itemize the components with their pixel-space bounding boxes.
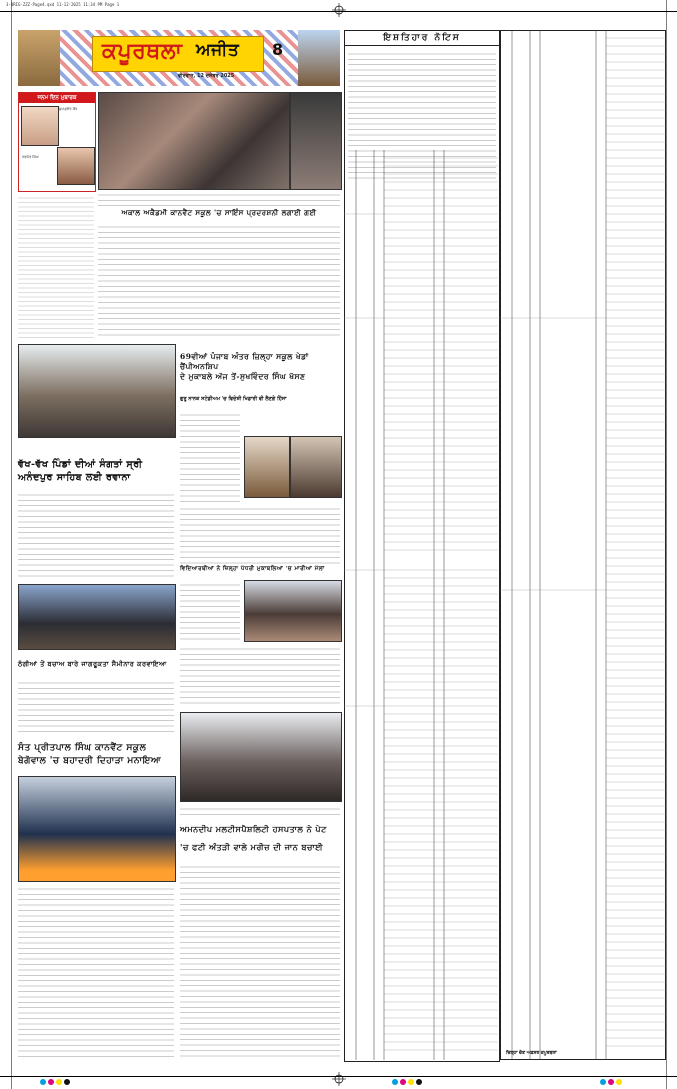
exhibition-photo-1: [98, 92, 290, 190]
students-photo: [244, 580, 342, 642]
sports-headline-2: ਦੇ ਮੁਕਾਬਲੇ ਅੱਜ ਤੋਂ-ਸੁਖਵਿੰਦਰ ਸਿੰਘ ਖੱਸਣ: [180, 372, 306, 381]
notice-heading: ਇਸ਼ਤਿਹਾਰ ਨੋਟਿਸ: [345, 33, 499, 46]
pilgrims-photo: [18, 344, 176, 438]
masthead-page-number: 8: [272, 40, 284, 59]
masthead: [18, 30, 340, 86]
sports-photo-1: [244, 436, 290, 498]
registration-mark-icon: [332, 1072, 346, 1086]
registration-mark-icon: [332, 3, 346, 17]
print-line: 3-ORIG-ZZZ-Page4.qxd 11-12-2025 11:34 PM Page 1: [6, 2, 120, 7]
students-body: [180, 580, 240, 640]
birthday-box: [18, 92, 96, 192]
sports-headline-1: 69ਵੀਆਂ ਪੰਜਾਬ ਅੰਤਰ ਜ਼ਿਲ੍ਹਾ ਸਕੂਲ ਖੇਡਾਂ ਚੈਂਪੀਅਨਸ਼ਿਪ: [180, 352, 309, 371]
masthead-left-ornament: [18, 30, 60, 86]
masthead-date: ਵੀਰਵਾਰ, 12 ਦਸੰਬਰ 2025: [178, 73, 235, 79]
exhibition-caption: [98, 190, 340, 208]
sports-body-1: [180, 410, 240, 502]
masthead-title: ਕਪੂਰਥਲਾ: [102, 38, 183, 64]
masthead-right-ornament: [298, 30, 340, 86]
birthday-caption-1: ਸੁਖਪ੍ਰੀਤ ਕੌਰ: [59, 107, 78, 111]
exhibition-headline: ਅਕਾਲ ਅਕੈਡਮੀ ਕਾਨਵੈਂਟ ਸਕੂਲ 'ਚ ਸਾਇੰਸ ਪ੍ਰਦਰਸ਼ਨੀ ਲਗਾਈ ਗਈ: [121, 208, 317, 217]
students-body-2: [180, 644, 340, 708]
pilgrims-headline: ਵੱਖ-ਵੱਖ ਪਿੰਡਾਂ ਦੀਆਂ ਸੰਗਤਾਂ ਸ੍ਰੀ ਅਨੰਦਪੁਰ ਸਾਹਿਬ ਲਈ ਰਵਾਨਾ: [18, 459, 143, 483]
notice-footer: ਜ਼ਿਲ੍ਹਾ ਚੋਣ ਅਫ਼ਸਰ ਕਪੂਰਥਲਾ: [506, 1051, 557, 1056]
notice-table-grid: [344, 150, 498, 1060]
pilgrims-body: [18, 490, 174, 580]
notice-table-grid-2: [500, 30, 666, 1060]
awareness-headline: ਠੱਗੀਆਂ ਤੋਂ ਬਚਾਅ ਬਾਰੇ ਜਾਗਰੂਕਤਾ ਸੈਮੀਨਾਰ ਕਰਵਾਇਆ: [18, 660, 167, 668]
sports-photo-2: [290, 436, 342, 498]
school-day-body: [18, 884, 174, 1060]
hospital-caption: [180, 804, 340, 818]
birthday-caption-2: ਨਵਜੋਤ ਸਿੰਘ: [22, 155, 39, 159]
awareness-body: [18, 678, 174, 736]
awareness-photo: [18, 584, 176, 650]
hospital-ceremony-photo: [180, 712, 342, 802]
birthday-photo-2: [57, 147, 95, 185]
left-brief-1: [18, 194, 94, 340]
sports-subheadline: ਗੁਰੂ ਨਾਨਕ ਸਟੇਡੀਅਮ 'ਚ ਵਿਦੇਸ਼ੀ ਖਿਡਾਰੀ ਵੀ ਲੈਣਗੇ ਹਿੱਸਾ: [180, 396, 287, 402]
masthead-brand: ਅਜੀਤ: [196, 40, 240, 60]
school-day-headline: ਸੰਤ ਪ੍ਰੀਤਪਾਲ ਸਿੰਘ ਕਾਨਵੈਂਟ ਸਕੂਲ ਬੇਗੋਵਾਲ 'ਚ ਬਹਾਦਰੀ ਦਿਹਾੜਾ ਮਨਾਇਆ: [18, 743, 162, 766]
exhibition-body: [98, 222, 340, 340]
sports-body-2: [180, 504, 340, 564]
school-day-photo: [18, 776, 176, 882]
crop-line-left: [11, 0, 12, 1089]
hospital-body: [180, 862, 340, 1060]
students-headline: ਵਿਦਿਆਰਥੀਆਂ ਨੇ ਜ਼ਿਲ੍ਹਾ ਪੱਧਰੀ ਮੁਕਾਬਲਿਆਂ 'ਚ ਮਾਰੀਆਂ ਮੱਲਾਂ: [180, 566, 325, 572]
crop-line-right: [666, 0, 667, 1089]
birthday-photo-1: [21, 106, 59, 146]
hospital-headline-2: 'ਚ ਫਟੀ ਅੰਤੜੀ ਵਾਲੇ ਮਰੀਜ਼ ਦੀ ਜਾਨ ਬਚਾਈ: [180, 842, 324, 852]
exhibition-photo-2: [290, 92, 342, 190]
birthday-heading: ਜਨਮ ਦਿਨ ਮੁਬਾਰਕ: [19, 93, 95, 103]
hospital-headline-1: ਅਮਨਦੀਪ ਮਲਟੀਸਪੈਸ਼ਲਿਟੀ ਹਸਪਤਾਲ ਨੇ ਪੇਟ: [180, 824, 327, 834]
